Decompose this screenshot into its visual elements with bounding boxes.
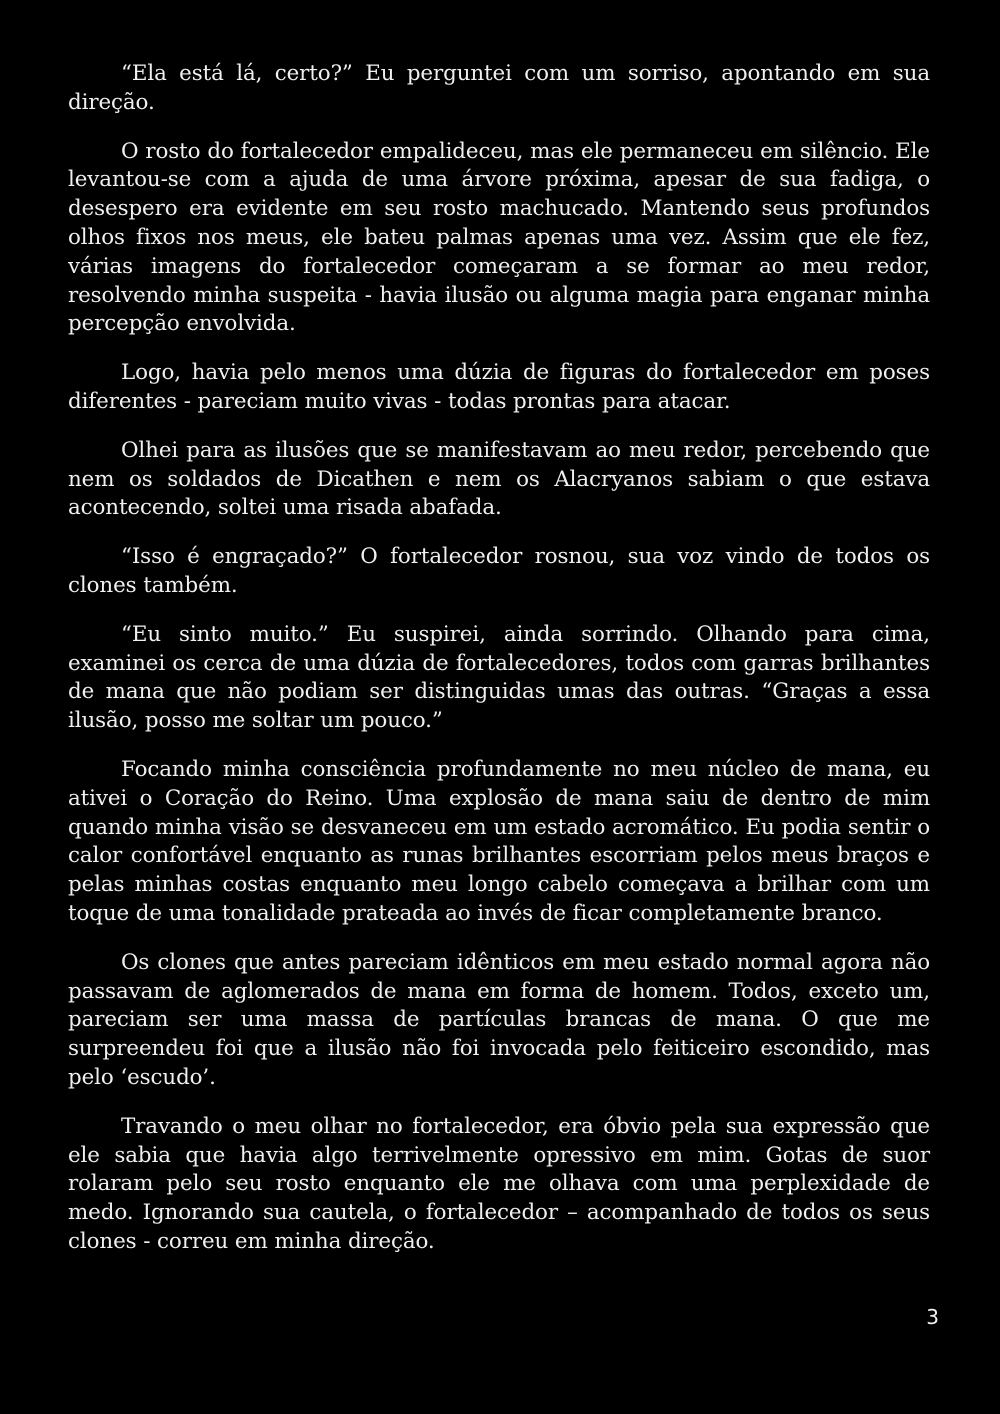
text-body <box>68 60 930 1277</box>
paragraph: Logo, havia pelo menos uma dúzia de figuras do fortalecedor em poses diferentes - pareciam muito vivas - todas prontas para atacar. <box>68 360 930 414</box>
paragraph: Travando o meu olhar no fortalecedor, era óbvio pela sua expressão que ele sabia que havia algo terrivelmente opressivo em mim. Gotas de suor rolaram pelo seu rosto enquanto ele me olhava com uma perplexidade de medo. Ignorando sua cautela, o fortalecedor – acompanhado de todos os seus clones - correu em minha direção. <box>68 1113 930 1254</box>
paragraph: Focando minha consciência profundamente no meu núcleo de mana, eu ativei o Coração do Reino. Uma explosão de mana saiu de dentro de mim quando minha visão se desvaneceu em um estado acromático. Eu podia sentir o calor confortável enquanto as runas brilhantes escorriam pelos meus braços e pelas minhas costas enquanto meu longo cabelo começava a brilhar com um toque de uma tonalidade prateada ao invés de ficar completamente branco. <box>68 756 930 926</box>
page-number: 3 <box>926 1305 939 1329</box>
paragraph: “Eu sinto muito.” Eu suspirei, ainda sorrindo. Olhando para cima, examinei os cerca de uma dúzia de fortalecedores, todos com garras brilhantes de mana que não podiam ser distinguidas umas das outras. “Graças a essa ilusão, posso me soltar um pouco.” <box>68 621 930 734</box>
paragraph: Os clones que antes pareciam idênticos em meu estado normal agora não passavam de aglomerados de mana em forma de homem. Todos, exceto um, pareciam ser uma massa de partículas brancas de mana. O que me surpreendeu foi que a ilusão não foi invocada pelo feiticeiro escondido, mas pelo ‘escudo’. <box>68 949 930 1090</box>
paragraph: Olhei para as ilusões que se manifestavam ao meu redor, percebendo que nem os soldados de Dicathen e nem os Alacryanos sabiam o que estava acontecendo, soltei uma risada abafada. <box>68 437 930 521</box>
paragraph: O rosto do fortalecedor empalideceu, mas ele permaneceu em silêncio. Ele levantou-se com a ajuda de uma árvore próxima, apesar de sua fadiga, o desespero era evidente em seu rosto machucado. Mantendo seus profundos olhos fixos nos meus, ele bateu palmas apenas uma vez. Assim que ele fez, várias imagens do fortalecedor começaram a se formar ao meu redor, resolvendo minha suspeita - havia ilusão ou alguma magia para enganar minha percepção envolvida. <box>68 138 930 337</box>
paragraph: “Isso é engraçado?” O fortalecedor rosnou, sua voz vindo de todos os clones também. <box>68 544 930 598</box>
paragraph: “Ela está lá, certo?” Eu perguntei com um sorriso, apontando em sua direção. <box>68 61 930 115</box>
